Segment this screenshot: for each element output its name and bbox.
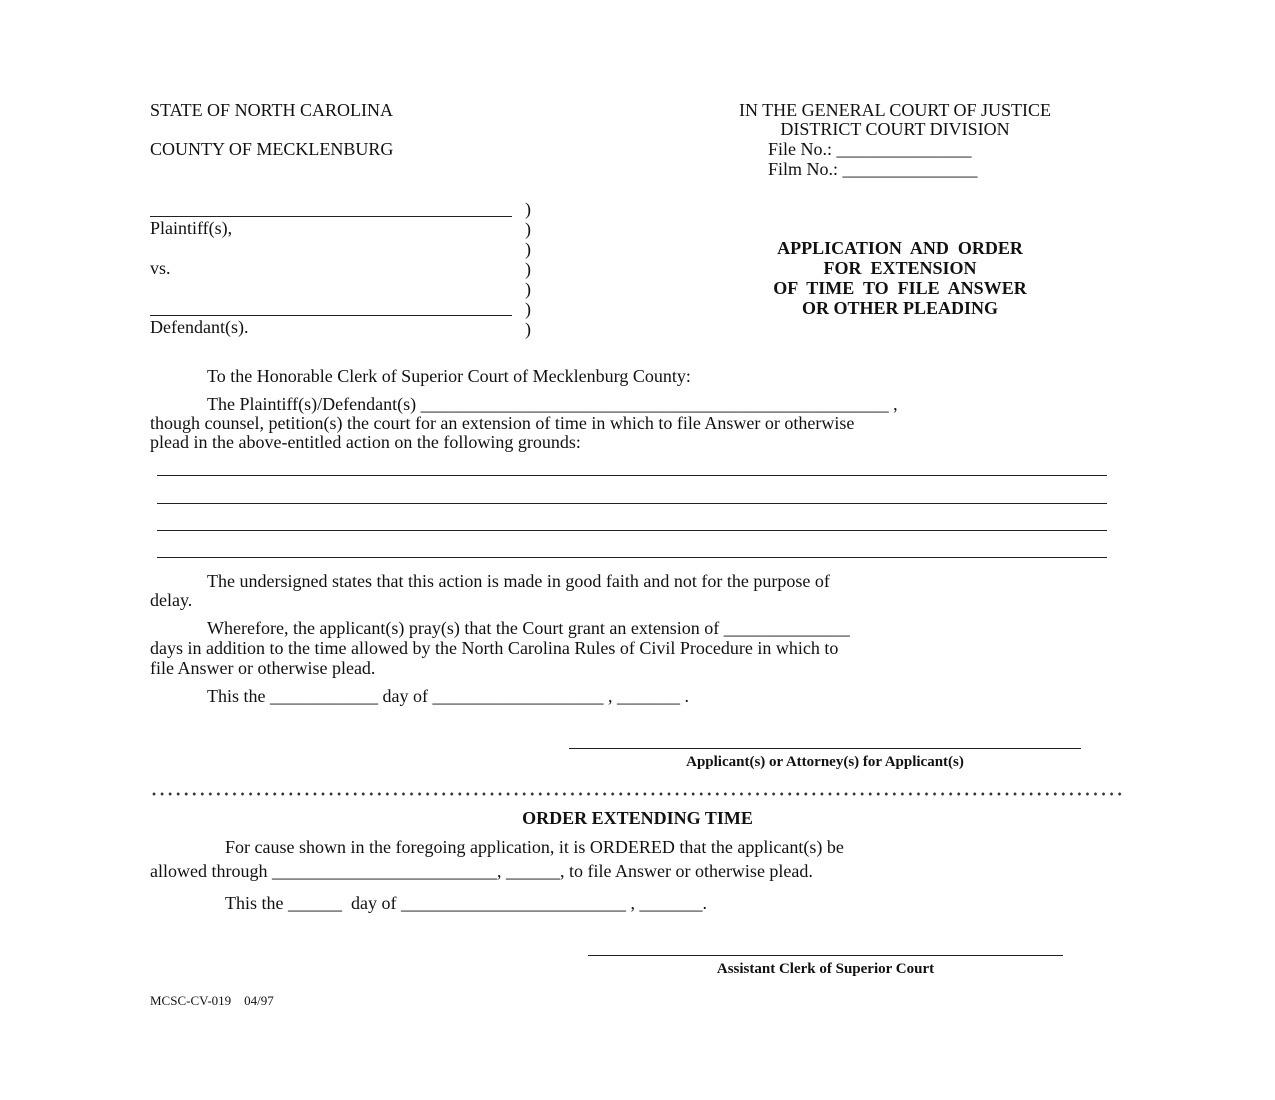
allowed-through-line[interactable]: allowed through _________________________, ______, to file Answer or otherwise plead. [150,861,813,881]
caption-bracket: ) [525,199,531,219]
grounds-line[interactable] [157,503,1107,504]
document-title-line-2: FOR EXTENSION [823,258,977,278]
salutation: To the Honorable Clerk of Superior Court of Mecklenburg County: [207,366,691,386]
defendant-name-line[interactable] [150,315,512,316]
state-heading: STATE OF NORTH CAROLINA [150,100,393,120]
applicant-signature-line[interactable] [569,748,1081,749]
application-date-line[interactable]: This the ____________ day of ___________________ , _______ . [207,686,689,706]
plaintiff-label: Plaintiff(s), [150,218,233,238]
extension-days-line[interactable]: Wherefore, the applicant(s) pray(s) that the Court grant an extension of ______________ [207,618,850,638]
good-faith-text: The undersigned states that this action is made in good faith and not for the purpose of [207,571,830,591]
order-title: ORDER EXTENDING TIME [522,808,753,828]
good-faith-text: delay. [150,590,193,610]
vs-label: vs. [150,258,171,278]
caption-bracket: ) [525,299,531,319]
petitioner-line[interactable]: The Plaintiff(s)/Defendant(s) ____________________________________________________ , [207,394,898,414]
court-heading: IN THE GENERAL COURT OF JUSTICE [738,100,1052,120]
caption-bracket: ) [525,239,531,259]
caption-bracket: ) [525,279,531,299]
order-date-line[interactable]: This the ______ day of _________________________ , _______. [225,893,707,913]
section-divider [150,788,1125,800]
form-identifier: MCSC-CV-019 04/97 [150,993,274,1008]
caption-bracket: ) [525,219,531,239]
file-number-field[interactable]: File No.: _______________ [768,139,972,159]
grounds-line[interactable] [157,557,1107,558]
caption-bracket: ) [525,259,531,279]
grounds-line[interactable] [157,475,1107,476]
film-number-field[interactable]: Film No.: _______________ [768,159,978,179]
document-title-line-4: OR OTHER PLEADING [801,298,999,318]
county-heading: COUNTY OF MECKLENBURG [150,139,394,159]
grounds-line[interactable] [157,530,1107,531]
document-title-line-1: APPLICATION AND ORDER [777,238,1023,258]
clerk-signature-line[interactable] [588,955,1063,956]
petition-text: though counsel, petition(s) the court for an extension of time in which to file Answer or otherwise [150,413,855,433]
order-text: For cause shown in the foregoing application, it is ORDERED that the applicant(s) be [225,837,844,857]
wherefore-text: days in addition to the time allowed by the North Carolina Rules of Civil Procedure in which to [150,638,839,658]
plaintiff-name-line[interactable] [150,216,512,217]
petition-text: plead in the above-entitled action on the following grounds: [150,432,581,452]
clerk-signature-label: Assistant Clerk of Superior Court [716,961,935,977]
applicant-signature-label: Applicant(s) or Attorney(s) for Applicant(s) [686,754,964,770]
wherefore-text: file Answer or otherwise plead. [150,658,376,678]
defendant-label: Defendant(s). [150,317,249,337]
division-heading: DISTRICT COURT DIVISION [780,119,1010,139]
document-title-line-3: OF TIME TO FILE ANSWER [773,278,1027,298]
caption-bracket: ) [525,319,531,339]
